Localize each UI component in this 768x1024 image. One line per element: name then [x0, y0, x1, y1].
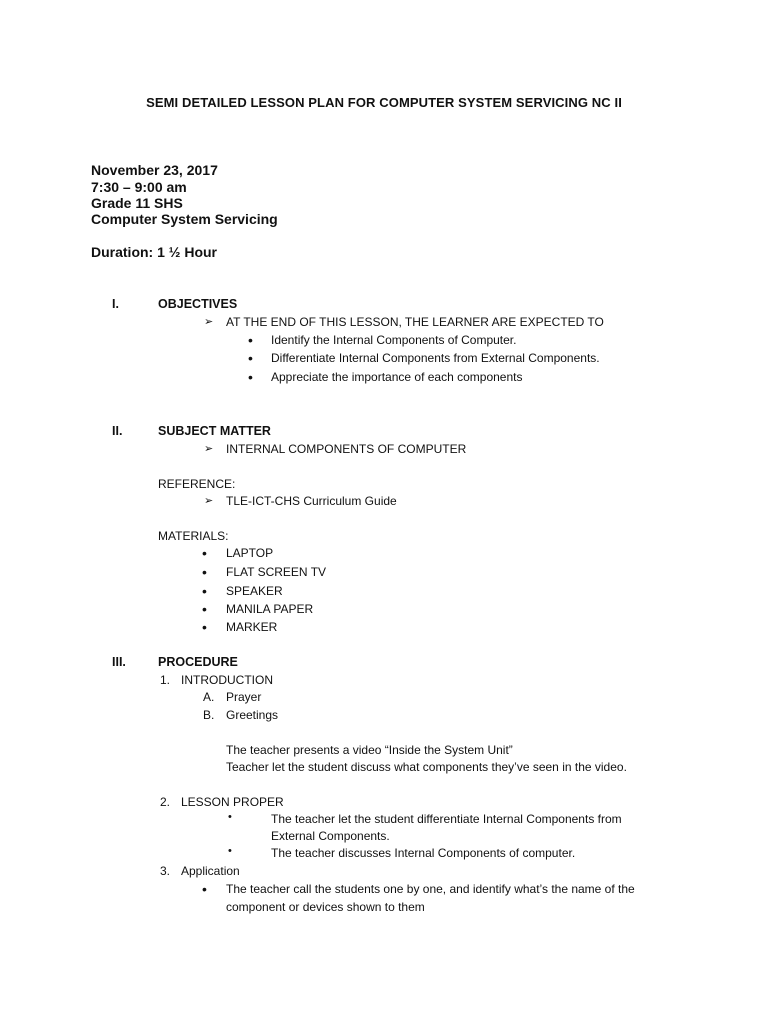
procedure-step-number: 2. [160, 795, 171, 809]
material-item: MARKER [226, 620, 278, 634]
section-title-subject-matter: SUBJECT MATTER [158, 424, 271, 438]
material-item: MANILA PAPER [226, 602, 314, 616]
materials-label: MATERIALS: [158, 529, 229, 543]
bullet-icon: • [202, 601, 207, 617]
section-numeral-subject-matter: II. [112, 424, 123, 438]
lesson-subject: Computer System Servicing [91, 211, 278, 227]
arrow-bullet-icon: ➢ [204, 495, 214, 507]
procedure-step-application: Application [181, 864, 240, 878]
bullet-icon: • [202, 583, 207, 599]
procedure-step-number: 3. [160, 864, 171, 878]
procedure-step-introduction: INTRODUCTION [181, 673, 273, 687]
arrow-bullet-icon: ➢ [204, 316, 214, 328]
bullet-icon: • [248, 332, 253, 348]
lesson-time: 7:30 – 9:00 am [91, 179, 187, 195]
objective-item: Appreciate the importance of each components [271, 370, 523, 384]
section-title-procedure: PROCEDURE [158, 655, 238, 669]
intro-item-letter: B. [203, 708, 215, 722]
intro-item-letter: A. [203, 690, 215, 704]
intro-item: Greetings [226, 708, 279, 722]
objectives-lead: AT THE END OF THIS LESSON, THE LEARNER ARE EXPECTED TO [226, 315, 604, 329]
lesson-proper-item: The teacher discusses Internal Components of computer. [271, 846, 576, 860]
section-numeral-objectives: I. [112, 297, 119, 311]
reference-label: REFERENCE: [158, 477, 236, 491]
lesson-proper-item-continued: External Components. [271, 829, 390, 843]
procedure-step-number: 1. [160, 673, 171, 687]
intro-paragraph: Teacher let the student discuss what components they’ve seen in the video. [226, 760, 627, 774]
section-title-objectives: OBJECTIVES [158, 297, 238, 311]
intro-paragraph: The teacher presents a video “Inside the System Unit” [226, 743, 513, 757]
bullet-icon: • [202, 881, 207, 897]
lesson-duration: Duration: 1 ½ Hour [91, 244, 218, 260]
objective-item: Identify the Internal Components of Computer. [271, 333, 517, 347]
application-item-continued: component or devices shown to them [226, 900, 425, 914]
bullet-icon: • [202, 564, 207, 580]
bullet-icon: • [248, 369, 253, 385]
application-item: The teacher call the students one by one, and identify what’s the name of the [226, 882, 635, 896]
procedure-step-lesson-proper: LESSON PROPER [181, 795, 284, 809]
bullet-icon: • [248, 350, 253, 366]
subject-topic: INTERNAL COMPONENTS OF COMPUTER [226, 442, 467, 456]
material-item: SPEAKER [226, 584, 283, 598]
material-item: FLAT SCREEN TV [226, 565, 327, 579]
document-title: SEMI DETAILED LESSON PLAN FOR COMPUTER SYSTEM SERVICING NC II [146, 95, 622, 110]
material-item: LAPTOP [226, 546, 274, 560]
bullet-icon: • [202, 619, 207, 635]
bullet-icon: • [228, 811, 232, 823]
lesson-grade: Grade 11 SHS [91, 195, 183, 211]
lesson-proper-item: The teacher let the student differentiate Internal Components from [271, 812, 622, 826]
objective-item: Differentiate Internal Components from External Components. [271, 351, 600, 365]
lesson-date: November 23, 2017 [91, 162, 218, 178]
reference-item: TLE-ICT-CHS Curriculum Guide [226, 494, 397, 508]
section-numeral-procedure: III. [112, 655, 126, 669]
bullet-icon: • [228, 845, 232, 857]
intro-item: Prayer [226, 690, 262, 704]
bullet-icon: • [202, 545, 207, 561]
arrow-bullet-icon: ➢ [204, 443, 214, 455]
